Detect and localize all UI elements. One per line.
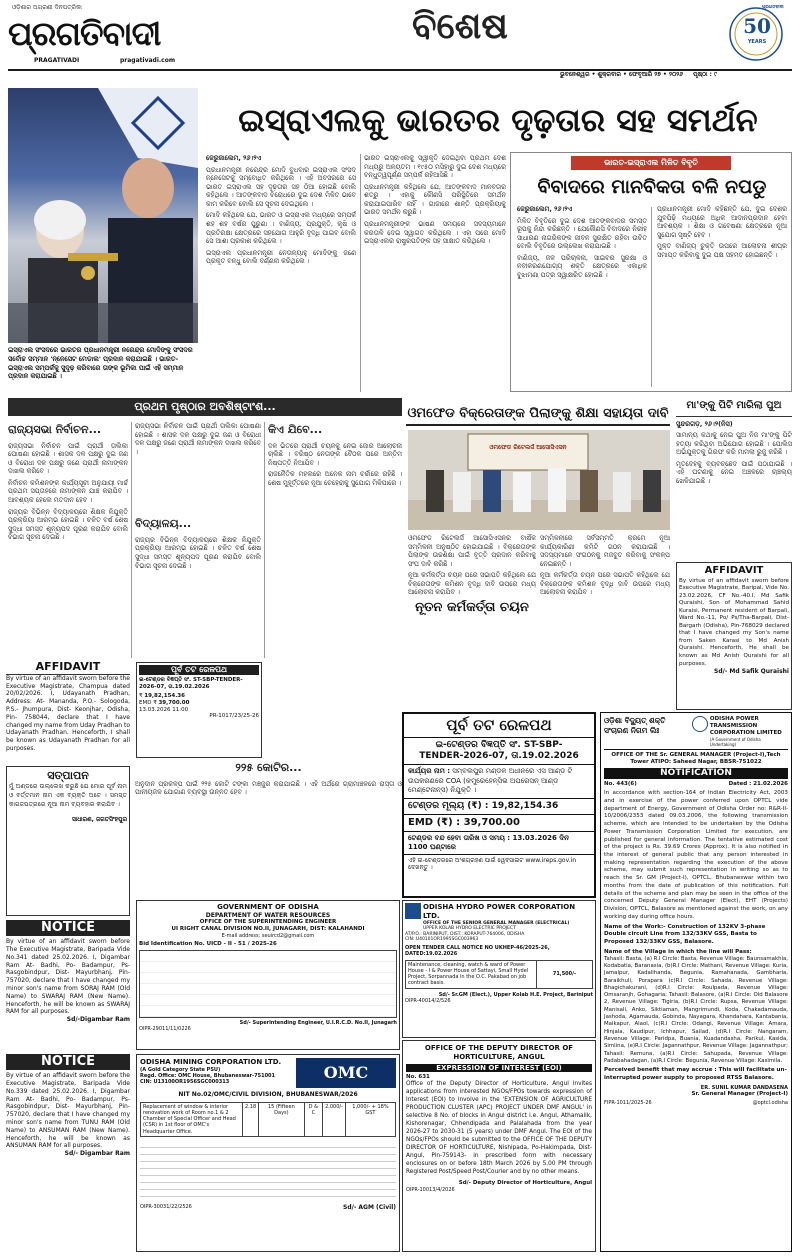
cont-col-divider-2 <box>264 422 265 658</box>
optcl-social[interactable]: @optcl.odisha <box>752 1100 788 1107</box>
ohpc-table <box>405 960 593 989</box>
front-cont-banner: ପ୍ରଥମ ପୃଷ୍ଠାର ଅବଶିଷ୍ଟାଂଶ... <box>8 398 402 416</box>
ohpc-sub-3: AT/P.O.: BARINIPUT, DIST.: KORAPUT-764006, ODISHA <box>405 931 525 937</box>
ecor-big-work: ସମ୍ବଲପୁର ମଣ୍ଡଳ ଅଧୀନରେ ଏସ ଆଣ୍ଡ ଟି ଉପକରଣରେ COA (କମ୍ପ୍ରେହେନ୍ସିଭ ଅପରେସନ୍ ଆଣ୍ଡ ମେଣ୍ଟେନାନ୍ସ) ନିଯୁକ୍ତି । <box>408 767 573 795</box>
story-rajyasabha-para-2: ନିର୍ବାଚନ କମିଶନଙ୍କ କାର୍ଯ୍ୟସୂଚୀ ଅନୁଯାୟୀ ମାର୍ଚ୍ଚ ପ୍ରଥମ ସପ୍ତାହରେ ନାମାଙ୍କନ ଯାଞ୍ଚ କରାଯିବ । ଆବଶ୍ୟକ ହେଲେ ମତଦାନ ହେବ । <box>8 478 128 504</box>
ohpc-ad <box>402 900 596 1038</box>
col-divider <box>360 154 361 392</box>
ohpc-logo-icon <box>405 903 421 919</box>
ecor-small-tender: ଇ-ଟେଣ୍ଡର ବିଜ୍ଞପ୍ତି ସଂ. ST-SBP-TENDER-2026-07, ତା.19.02.2026 <box>139 677 243 690</box>
optcl-villages-head: Name of the Village in which the line will Pass: <box>604 948 752 955</box>
omfed-para-2: ନୂଆ କର୍ମକର୍ତ୍ତା ଚୟନ ପରେ ସଭାପତି କହିଥିଲେ ଯେ ବିକ୍ରେତାଙ୍କ କମିଶନ ବୃଦ୍ଧି ଦାବି ଉପରେ ମଧ୍ୟ ଆଲୋଚନା କରାଯିବ । <box>408 571 536 597</box>
notice-1-title: NOTICE <box>6 920 130 936</box>
story-school-para-1: ରାଜ୍ୟସଭା ନିର୍ବାଚନ ପାଇଁ ପ୍ରାର୍ଥୀ ତାଲିକା ଘୋଷଣା ହୋଇଛି । ଶାସକ ଦଳ ପକ୍ଷରୁ ଦୁଇ ଜଣ ଓ ବିରୋଧୀ ଦଳ ପକ୍ଷରୁ ଜଣେ ପ୍ରାର୍ଥୀ ନାମାଙ୍କନ ଦାଖଲ କରିବେ । <box>135 422 261 456</box>
omc-ref: OIPR-30031/22/2526 <box>140 1203 192 1210</box>
ohpc-title: ODISHA HYDRO POWER CORPORATION LTD. <box>423 903 576 920</box>
dowr-title-1: GOVERNMENT OF ODISHA <box>217 903 319 911</box>
story-school <box>135 422 261 658</box>
notice-2-sig: Sd/- Digambar Ram <box>64 1150 130 1158</box>
lead-para-2: ମୋଦି କହିଥିଲେ ଯେ, ଭାରତ ଓ ଇସ୍ରାଏଲ ମଧ୍ୟରେ ସମ୍ପର୍କ ଶହ ଶହ ବର୍ଷର ପୁରୁଣା । ବାଣିଜ୍ୟ, ପ୍ରଯୁକ୍ତି, କୃଷି ଓ ପ୍ରତିରକ୍ଷା କ୍ଷେତ୍ରରେ ସହଯୋଗ ଆହୁରି ବୃଦ୍ଧି ପାଇବ ବୋଲି ସେ ଆଶା ପ୍ରକାଶ କରିଥିଲେ । <box>206 211 356 246</box>
cont-col-divider-1 <box>131 422 132 658</box>
website[interactable]: pragativadi.com <box>120 57 176 64</box>
omc-logo <box>296 1058 396 1088</box>
omc-cin: CIN: U13100OR1956SGC000313 <box>140 1079 230 1086</box>
side-story-para-1: ମିଳିତ ବିବୃତିରେ ଦୁଇ ଦେଶ ଆତଙ୍କବାଦର ସମସ୍ତ ରୂପକୁ ନିନ୍ଦା କରିଛନ୍ତି । ଯେକୌଣସି ବିବାଦରେ ନିରୀହ ସାଧାରଣ ନାଗରିକଙ୍କ ଜୀବନ ସୁରକ୍ଷିତ ରହିବା ଉଚିତ ବୋଲି ବିବୃତିରେ ଉଲ୍ଲେଖ କରାଯାଇଛି । <box>517 216 647 251</box>
dowr-title-4: UI RIGHT CANAL DIVISION NO.II, JUNAGARH, DIST: KALAHANDI <box>171 926 365 933</box>
sradhanjali-text: ମୁଁ ଅଣ୍ଡରେ ଉଲ୍ଲେଖ କରୁଛି ଯେ ମୋର ପୂର୍ବ ନାମ ଓ ବର୍ତ୍ତମାନ ନାମ ଏକ ବ୍ୟକ୍ତି ଅଟେ । ସମସ୍ତ କାଗଜପତ୍ରରେ ନୂଆ ନାମ ବ୍ୟବହାର କରାଯିବ । <box>9 782 127 808</box>
story-kie-jibe <box>268 422 402 658</box>
optcl-no: No. 443(6) <box>604 781 637 788</box>
horticulture-no: No. 631 <box>406 1074 430 1081</box>
dowr-table <box>139 950 397 1018</box>
lead-photo-caption: ଇସ୍ରାଏଲ ସଂସଦରେ ଭାରତର ପ୍ରଧାନମନ୍ତ୍ରୀ ନରେନ୍ଦ୍ର ମୋଦିଙ୍କୁ ସଂସଦର ସର୍ବୋଚ୍ଚ ସମ୍ମାନ 'ନ୍ନେସେଟ ମେଡାଲ' ପ୍ରଦାନ କରାଯାଇଛି । ଭାରତ-ଇସ୍ରାଏଲ ସମ୍ପର୍କକୁ ସୁଦୃଢ଼ କରିବାରେ ତାଙ୍କ ଭୂମିକା ପାଇଁ ଏହି ସମ୍ମାନ ପ୍ରଦାନ କରାଯାଇଛି । <box>8 346 193 381</box>
lead-photo <box>8 88 198 343</box>
paper-tagline: ଓଡ଼ିଶାର ଅଗ୍ରଣୀ ଦିନପତ୍ରିକା <box>12 4 82 11</box>
story-rajyasabha-head: ରାଜ୍ୟସଭା ନିର୍ବାଚନ... <box>8 423 102 436</box>
optcl-villages: Tahasil: Basta, (a) R.I Circle: Basta, Revenue Village: Baunsamakhia, Kodabatia, Baranasia, (b)R.I Circle: Mathani, Revenue Village: Kuria, Jamalpur, Kadalihanda, Begunia, Ramahanada, Gambharia, Baraikhuli, Porapara (c)R.I Circle: Sahada, Revenue Village: Bhagichakurani, (d)R.I Circle: Roulpada, Revenue Village: Omsaranjh, Gohagaria; Tahasil: Balasore, (a)R.I Circle: Old Balasore 2, Revenue Village: Tigiria, (b)R.I Circle: Rupsa, Revenue Village: Manisali, Anko, Siktiaman, Mangrimundi, Koda, Chakadamauda, Jashoda, Agamauda, Gobinda, Nayagara, Khandahara, Kantabania, Malkapur, Alaol, (c)R.I Circle: Odangi, Revenue Village: Amara, Hinjala, Kaudipur, Ichhapur, Sailad, (d)R.I Circle: Nangaram, Revenue Village: Paridpa, Buania, Kuadandasha, Parikul, Kasida, Simlina, (e)R.I Circle: Jagannathpur, Revenue Village: Jagannathpur; Tahasil: Remuna, (a)R.I Circle: Sahupada, Revenue Village: Padabahadagan, (a)R.I Circle: Begunia, Revenue Village: Kasimila. <box>604 955 788 1064</box>
sradhanjali-sig: ସାଧାରଣ, ଜଗତସିଂହପୁର <box>71 815 127 823</box>
jubilee-years: 50 <box>743 14 771 38</box>
maa-para-2: ମୃତଦେହକୁ ବ୍ୟବଚ୍ଛେଦ ପାଇଁ ପଠାଯାଇଛି । ଏହି ଘଟଣାକୁ ନେଇ ଅଞ୍ଚଳରେ ଚାଞ୍ଚଲ୍ୟ ଖେଳିଯାଇଛି । <box>676 459 792 485</box>
omc-logo-text: OMC <box>323 1063 369 1082</box>
ecor-big-title: ପୂର୍ବ ତଟ ରେଳପଥ <box>404 714 594 738</box>
jubilee-word: YEARS <box>747 39 767 45</box>
masthead <box>0 0 800 80</box>
notice-1-sig: Sd/-Digambar Ram <box>66 1016 130 1024</box>
dowr-notice-no: Bid Identification No. UICD - II - 51 / 2025-26 <box>139 941 277 948</box>
omfed-body <box>408 534 536 656</box>
optcl-title-en: ODISHA POWER TRANSMISSION CORPORATION LIMITED <box>709 716 782 737</box>
side-story-col-2 <box>657 205 787 389</box>
lead-body <box>206 154 356 394</box>
optcl-sub-en: (A Government of Odisha Undertaking) <box>709 737 761 748</box>
omc-work: Replacement of window & interior renovation work of Room no.1 & 2 Chamber of Special Officer and Head (CSR) in 1st floor of OMC's Headquarter Office. <box>141 1102 243 1136</box>
ecor-small-ad: ପୂର୍ବ ତଟ ରେଳପଥ ଇ-ଟେଣ୍ଡର ବିଜ୍ଞପ୍ତି ସଂ. ST-SBP-TENDER-2026-07, ତା.19.02.2026 ₹ 19,82,154.36 EMD ₹ 39,700.00 13.03.2026 11:00 PR-1017/23/25-26 <box>136 662 262 758</box>
dowr-ad <box>136 900 400 1050</box>
horticulture-title: OFFICE OF THE DEPUTY DIRECTOR OF HORTICULTURE, ANGUL <box>424 1044 574 1061</box>
maa-headline: ମା'ଙ୍କୁ ପିଟି ମାରିଲା ପୁଅ <box>676 400 792 417</box>
ohpc-cin: CIN: U40101OR1995SGC003963 <box>405 937 479 943</box>
story-rajyasabha <box>8 422 128 657</box>
optcl-ad <box>600 712 792 1252</box>
story-rajyasabha-para-1: ରାଜ୍ୟସଭା ନିର୍ବାଚନ ପାଇଁ ପ୍ରାର୍ଥୀ ତାଲିକା ଘୋଷଣା ହୋଇଛି । ଶାସକ ଦଳ ପକ୍ଷରୁ ଦୁଇ ଜଣ ଓ ବିରୋଧୀ ଦଳ ପକ୍ଷରୁ ଜଣେ ପ୍ରାର୍ଥୀ ନାମାଙ୍କନ ଦାଖଲ କରିବେ । <box>8 441 128 476</box>
affidavit-right-title: AFFIDAVIT <box>704 565 764 576</box>
side-story-para-4: ମୁକ୍ତ ବାଣିଜ୍ୟ ଚୁକ୍ତି ଉପରେ ଆଲୋଚନା ଶୀଘ୍ର ସମାପ୍ତ କରିବାକୁ ଦୁଇ ପକ୍ଷ ସହମତ ହୋଇଛନ୍ତି । <box>657 242 787 259</box>
story-school-head: ବିଦ୍ୟାଳୟ... <box>135 517 192 531</box>
omc-addr: Regd. Office: OMC House, Bhubaneswar-751001 <box>140 1073 276 1079</box>
side-col-divider <box>651 207 652 387</box>
omc-emd: 2,000/- <box>323 1102 346 1136</box>
dowr-title-3: OFFICE OF THE SUPERINTENDING ENGINEER <box>199 919 337 926</box>
lead-photo-illustration <box>8 88 198 343</box>
paper-latin: PRAGATIVADI <box>34 57 80 64</box>
side-story-para-2: ବାଣିଜ୍ୟ, ଜଳ ପରିଚାଳନା, ସାଇବର ସୁରକ୍ଷା ଓ ନବୀକରଣଯୋଗ୍ୟ ଶକ୍ତି କ୍ଷେତ୍ରରେ ଏକାଧିକ ବୁଝାମଣା ପତ୍ର ସ୍ୱାକ୍ଷରିତ ହୋଇଛି । <box>517 253 647 280</box>
affidavit-right-sig: Sd/- Md Safik Quraishi <box>714 668 789 676</box>
ecor-big-closing-label: ଟେଣ୍ଡର ବନ୍ଦ ହେବା ତାରିଖ ଓ ସମୟ : <box>408 834 511 843</box>
ecor-big-footer: ଏହି ଇ-ଟେଣ୍ଡରରେ ଅଂଶଗ୍ରହଣ ପାଇଁ ୱେବସାଇଟ www.ireps.gov.in ଦେଖନ୍ତୁ । <box>408 856 577 872</box>
story-school-para-2: ରାଜ୍ୟର ବିଭିନ୍ନ ବିଦ୍ୟାଳୟରେ ଶିକ୍ଷକ ନିଯୁକ୍ତି ପ୍ରକ୍ରିୟା ଆରମ୍ଭ ହୋଇଛି । ଚଳିତ ବର୍ଷ ଶେଷ ସୁଦ୍ଧା ସମସ୍ତ ଶୂନ୍ୟପଦ ପୂରଣ କରାଯିବ ବୋଲି ବିଭାଗ ସୂଚନା ଦେଇଛି । <box>135 535 261 570</box>
ohpc-notice: OPEN TENDER CALL NOTICE NO UKHEP-46/2025-26, DATED:19.02.2026 <box>405 945 550 958</box>
optcl-body: In accordance with section-164 of Indian Electricity Act, 2003 and in exercise of the power conferred upon OPTCL vide department of Energy, Government of Odisha Order no: R&R-II-10/2006/2353 dated 09.03.2006, the following transmission scheme, which are intended to be undertaken by the Odisha Power Transmission Corporation Limited for execution, are published for general information. The tentative estimated cost of the project is Rs. 39.69 Crores (Approx). It is also notified in the interest of general public that any person interested in making representation regarding the execution of the above scheme, may submit such representation in writing so as to reach the Sr. GM (Project-I), OPTCL, Bhubaneswar within two months from the date of publication of this notification. Full details of the scheme and plan may be seen in the office of the concerned Deputy General Manager (Elect), EHT (Projects) Division, OPTCL, Balasore as mentioned against the work, on any working day during office hours. <box>604 790 788 920</box>
sradhanjali-ad <box>6 766 130 916</box>
ecor-small-ref: PR-1017/23/25-26 <box>209 713 259 720</box>
optcl-office: OFFICE OF THE Sr. GENERAL MANAGER (Project-I),Tech Tower ATIPO: Saheed Nagar, BBSR-751022 <box>611 752 781 766</box>
jubilee-org: ପ୍ରଗତିବାଦୀ <box>762 5 784 10</box>
omc-lines <box>140 1141 396 1201</box>
omc-table <box>140 1102 396 1137</box>
ecor-big-emd: 39,700.00 <box>463 816 520 828</box>
ecor-big-tender-1: ଇ-ଟେଣ୍ଡର ବିଜ୍ଞପ୍ତି ସଂ. ST-SBP- <box>435 739 563 750</box>
notice-1-text: By virtue of an affidavit sworn before The Executive Magistrate, Baripada Vide No.341 dated 25.02.2026. I, Digambar Ram At- Badhi, Po- Badampur, Ps- Rasgobindpur, Dist- Mayurbhanj, Pin- 757020, declare that I have changed my minor son's name from SORAJ RAM (Old Name) to SWARAJ RAM (New Name). Henceforth, he will be known as SWARAJ RAM for all purposes. <box>6 938 130 1016</box>
optcl-title-od: ଓଡ଼ିଶା ବିଦ୍ୟୁତ୍ ଶକ୍ତି ସଂଚାରଣ ନିଗମ ଲିଃ <box>604 716 666 735</box>
lead-para-6: ପ୍ରଧାନମନ୍ତ୍ରୀଙ୍କ ଭାଷଣ ସମୟରେ ସଦସ୍ୟମାନେ କରତାଳି ଦେଇ ସ୍ୱାଗତ କରିଥିଲେ । ଏହା ପରେ ମୋଦି ଇସ୍ରାଏଲର ରାଷ୍ଟ୍ରପତିଙ୍କ ସହ ସାକ୍ଷାତ କରିଥିଲେ । <box>364 220 506 246</box>
ecor-big-emd-label: EMD (₹) : <box>408 816 461 828</box>
notice-2-title: NOTICE <box>6 1054 130 1070</box>
omfed-banner-text: ଓମଫେଡ ରିଟେଲର୍ସ ଆସୋସିଏସନ <box>489 444 567 451</box>
ecor-big-work-label: କାର୍ଯ୍ୟର ନାମ : <box>408 767 451 776</box>
optcl-logo-icon <box>692 716 708 732</box>
sradhanjali-title: ସତ୍ପାପନ <box>47 769 89 782</box>
dateline-bar <box>560 71 792 80</box>
dowr-title-2: DEPARTMENT OF WATER RESOURCES <box>205 911 331 919</box>
omfed-photo <box>408 430 670 530</box>
horticulture-banner: EXPRESSION OF INTEREST (EOI) <box>406 1064 592 1073</box>
omfed-para-1: ଓମଫେଡ ରିଟେଲର୍ସ ଆସୋସିଏସନର ବାର୍ଷିକ ସମ୍ମିଳନୀ ଅନୁଷ୍ଠିତ ହୋଇଯାଇଛି । ବିକ୍ରେତାଙ୍କ ପିଲାଙ୍କ ଉଚ୍ଚଶିକ୍ଷା ପାଇଁ ବୃତ୍ତି ପ୍ରଦାନ କରିବାକୁ ସଂଘ ଦାବି କରିଛି । <box>408 534 536 568</box>
omc-sub: (A Gold Category State PSU) <box>140 1066 221 1073</box>
lead-para-1: ପ୍ରଧାନମନ୍ତ୍ରୀ ନରେନ୍ଦ୍ର ମୋଦି ବୁଧବାର ଇସ୍ରାଏଲ ସଂସଦ ନ୍ନେସେଟକୁ ସମ୍ବୋଧିତ କରିଥିଲେ । ଏହି ଅବସରରେ ସେ ଭାରତ ଇସ୍ରାଏଲ ସହ ଦୃଢ଼ତାର ସହ ଠିଆ ହୋଇଛି ବୋଲି କହିଥିଲେ । ଆତଙ୍କବାଦ ବିରୋଧରେ ଦୁଇ ଦେଶ ମିଳିତ ଭାବେ କାମ କରିବେ ବୋଲି ସେ ସୂଚନା ଦେଇଥିଲେ । <box>206 165 356 208</box>
lead-headline: ଇସ୍ରାଏଲକୁ ଭାରତର ଦୃଢ଼ତାର ସହ ସମର୍ଥନ <box>238 101 758 139</box>
omc-cost: 2.18 <box>243 1102 259 1136</box>
ohpc-sub-2: UPPER KOLAB HYDRO ELECTRIC PROJECT <box>423 926 516 932</box>
story-rajyasabha-para-3: ରାଜ୍ୟର ବିଭିନ୍ନ ବିଦ୍ୟାଳୟରେ ଶିକ୍ଷକ ନିଯୁକ୍ତି ପ୍ରକ୍ରିୟା ଆରମ୍ଭ ହୋଇଛି । ଚଳିତ ବର୍ଷ ଶେଷ ସୁଦ୍ଧା ସମସ୍ତ ଶୂନ୍ୟପଦ ପୂରଣ କରାଯିବ ବୋଲି ବିଭାଗ ସୂଚନା ଦେଇଛି । <box>8 507 128 542</box>
ecor-big-tender-2: TENDER-2026-07, ତା.19.02.2026 <box>404 751 594 765</box>
story-kie-jibe-head: କିଏ ଯିବେ... <box>268 423 323 436</box>
optcl-ref: FIPR-1011/2025-26 <box>604 1100 652 1107</box>
section-title: ବିଶେଷ <box>412 6 508 47</box>
omc-ad <box>136 1054 400 1252</box>
paper-name: ପ୍ରଗତିବାଦୀ <box>8 14 161 53</box>
omfed-para-3: ସମ୍ମିଳନୀରେ ସର୍ବସମ୍ମତି କ୍ରମେ ନୂଆ କାର୍ଯ୍ୟକାରିଣୀ କମିଟି ଗଠନ କରାଯାଇଛି । ସଦସ୍ୟମାନେ ସଂଗଠନକୁ ମଜବୁତ କରିବାକୁ ସଂକଳ୍ପ ନେଇଛନ୍ତି । <box>540 534 670 568</box>
omfed-headline: ଓମଫେଡ ବିକ୍ରେତାଙ୍କ ପିଲାଙ୍କୁ ଶିକ୍ଷା ସହାୟତା ଦାବି <box>406 402 670 426</box>
ecor-big-ad <box>402 712 596 898</box>
page-label: ପୃଷ୍ଠା : ୯ <box>693 71 717 78</box>
dowr-ref: OIPR-29011/11/0226 <box>139 1026 191 1033</box>
affidavit-left-title: AFFIDAVIT <box>6 660 130 675</box>
optcl-dated: Dated : 21.02.2026 <box>728 781 788 788</box>
omfed-para-4: ନୂଆ କର୍ମକର୍ତ୍ତା ଚୟନ ପରେ ସଭାପତି କହିଥିଲେ ଯେ ବିକ୍ରେତାଙ୍କ କମିଶନ ବୃଦ୍ଧି ଦାବି ଉପରେ ମଧ୍ୟ ଆଲୋଚନା କରାଯିବ । <box>540 571 670 597</box>
optcl-banner: NOTIFICATION <box>604 768 788 779</box>
affidavit-left <box>6 660 130 764</box>
notice-2 <box>6 1054 130 1250</box>
maa-dateline: ସୁନ୍ଦରଗଡ଼, ୨୬।୨(ନିସ) <box>676 419 733 428</box>
lead-para-4: ଭାରତ ଇସ୍ରାଏଲକୁ ସ୍ୱୀକୃତି ଦେଇଥିବା ପ୍ରଥମ ଦେଶ ମଧ୍ୟରୁ ଅନ୍ୟତମ । ୧୯୫୦ ମସିହାରୁ ଦୁଇ ଦେଶ ମଧ୍ୟରେ ବନ୍ଧୁତ୍ୱପୂର୍ଣ୍ଣ ସମ୍ପର୍କ ରହିଆସିଛି । <box>364 154 506 180</box>
jubilee-badge <box>718 4 796 64</box>
paper-logo <box>8 12 230 56</box>
dowr-sig: Sd/- Superintending Engineer, U.I.R.C.D. No.II, Junagarh <box>239 1020 397 1027</box>
ecor-small-emd: 39,700.00 <box>158 699 190 706</box>
story-225-crore-head: ୨୨୫ କୋଟିର... <box>235 761 302 774</box>
affidavit-right <box>676 562 792 710</box>
optcl-benefit: Perceived benefit that may accrue : This will facilitate un-interrupted power supply to proposed RTSS Balasore. <box>604 1067 787 1081</box>
ecor-big-cost-label: ଟେଣ୍ଡର ମୂଲ୍ୟ (₹) : <box>408 800 489 811</box>
notice-2-text: By virtue of an affidavit sworn before the Executive Magistrate, Baripada Vide No.339 dated 25.02.2026. I, Digambar Ram At- Badhi, Po- Badampur, Ps- Rasgobindpur, Dist- Mayurbhanj, Pin- 757020, declare that I have changed my minor son's name from TUNU RAM (Old Name) to ANSUMAN RAM (New Name). Henceforth, he will be known as ANSUMAN RAM for all purposes. <box>6 1072 130 1150</box>
maa-story <box>676 400 792 560</box>
omc-title: ODISHA MINING CORPORATION LTD. <box>140 1058 282 1066</box>
side-story-headline: ବିବାଦରେ ମାନବିକତା ବଳି ନପଡୁ <box>537 176 767 198</box>
dateline: ଭୁବନେଶ୍ୱର • ଶୁକ୍ରବାର • ଫେବୃଆରି ୨୭ • ୨୦୨୬ <box>560 71 684 78</box>
dowr-email: E-mail address: seuircd2@gmail.com <box>221 933 315 939</box>
maa-para-1: ସାମାନ୍ୟ କଥାକୁ ନେଇ ପୁଅ ନିଜ ମା'ଙ୍କୁ ପିଟି ହତ୍ୟା କରିଥିବା ଅଭିଯୋଗ ହୋଇଛି । ପୋଲିସ ଅଭିଯୁକ୍ତକୁ ଗିରଫ କରି ମାମଲା ରୁଜୁ କରିଛି । <box>676 431 792 457</box>
side-story-dateline: ଜେରୁଜାଲେମ, ୨୬।୨ଏ <box>517 205 573 213</box>
side-story-col-1 <box>517 205 647 389</box>
affidavit-right-text: By virtue of an affidavit sworn before Executive Magistrate, Baripal, Vide No. 23.02.2026, CF No.-40.I, Md Safik Quraishi, Son of Mohammad Sahid Kuraisi, Permanent resident of Barpali, Ward No.-11, Po/ Ps/Tha-Barpali, Dist-Bargarh (Odisha), Pin-768029 declared that I have changed my Son's name from Saken Karasi to Md Anish Quraishi. Henceforth, He shall be known as Md Anish Quraishi for all purposes. <box>679 577 789 667</box>
horticulture-sig: Sd/- Deputy Director of Horticulture, Angul <box>458 1179 592 1186</box>
lead-para-5: ପ୍ରଧାନମନ୍ତ୍ରୀ କହିଥିଲେ ଯେ, ଆତଙ୍କବାଦ ମାନବତାର ଶତ୍ରୁ । ଏହାକୁ କୌଣସି ପରିସ୍ଥିତିରେ ସମର୍ଥନ କରାଯାଇପାରିବ ନାହିଁ । ଗାଜାରେ ଶାନ୍ତି ପ୍ରକ୍ରିୟାକୁ ଭାରତ ସମର୍ଥନ କରୁଛି । <box>364 182 506 217</box>
story-kie-jibe-para-1: ଦଳ ଭିତରେ ପ୍ରାର୍ଥୀ ଚୟନକୁ ନେଇ ଜୋର ଆଲୋଚନା ଚାଲିଛି । ବରିଷ୍ଠ ନେତାଙ୍କ ବୈଠକ ପରେ ଅନ୍ତିମ ନିଷ୍ପତ୍ତି ନିଆଯିବ । <box>268 441 402 467</box>
horticulture-ref: OIPR-10013/4/2026 <box>406 1186 455 1193</box>
horticulture-ad <box>402 1040 596 1252</box>
omc-class: D & C <box>304 1102 322 1136</box>
omc-sig: Sd/- AGM (Civil) <box>343 1203 396 1211</box>
ecor-big-closing: 13.03.2026 ଦିନ 1100 ଘଣ୍ଟାରେ <box>408 834 569 852</box>
side-story-kicker: ଭାରତ-ଇସ୍ରାଏଲ ମିଳିତ ବିବୃତି <box>571 156 731 170</box>
ecor-small-cost: 19,82,154.36 <box>144 692 185 699</box>
ohpc-cost: 71,500/- <box>536 960 592 988</box>
omc-time: 15 (Fifteen Days) <box>259 1102 305 1136</box>
affidavit-left-text: By virtue of an affidavit sworn before the Executive Magistrate, Champua dated 20/02/2026. I, Udayanath Pradhan, Address: At- Mananda, P.O.- Sologoda, P.S.- Jhumpura, Dist- Keonjhar, Odisha, Pin- 758044, declare that I have changed my name from Uday Pradhan to Udayanath Pradhan. Henceforth, I shall be known as Udayanath Pradhan for all purposes. <box>6 674 130 752</box>
ohpc-sig: Sd/- Sr.GM (Elect.), Upper Kolab H.E. Project, Bariniput <box>438 991 593 998</box>
ohpc-ref: OIPR-40014/2/526 <box>405 997 451 1004</box>
ecor-big-cost: 19,82,154.36 <box>491 800 559 811</box>
optcl-work: Name of the Work:- Construction of 132KV 3-phase Double circuit Line from 132/33KV GSS, Basta to Proposed 132/33KV GSS, Balasore. <box>604 923 766 945</box>
story-225-crore-para-1: ଅନୁଦାନ ପ୍ରକଳ୍ପ ପାଇଁ ୨୨୫ କୋଟି ଟଙ୍କା ମଞ୍ଜୁର କରାଯାଇଛି । ଏହି ଅର୍ଥରେ ଗ୍ରାମାଞ୍ଚଳରେ ରାସ୍ତା ଓ ପାନୀୟଜଳ ଯୋଗାଣ ବ୍ୟବସ୍ଥା ଉନ୍ନତ ହେବ । <box>135 779 402 797</box>
lead-para-3: ଇସ୍ରାଏଲ ପ୍ରଧାନମନ୍ତ୍ରୀ ନେତାନ୍ୟାହୁ ମୋଦିଙ୍କୁ ଜଣେ ପ୍ରକୃତ ବନ୍ଧୁ ବୋଲି ବର୍ଣ୍ଣନା କରିଥିଲେ । <box>206 248 356 266</box>
horticulture-body: Office of the Deputy Director of Horticulture, Angul invites applications from interested NGOs/FPOs towards expression of Interest (EOI) to involve in the 'EXTENSION OF AGRICULTURE PRODUCTION CLUSTER (APC) PROJECT UNDER DMF ANGUL' in selective 8 No. of blocks in Angul district i.e. Angul, Athamalik, Kishorenagar, Chhendipada and Palalahada from the year 2026-27 to 2030-31 (5 years) under DMF Angul. The EOI of the NGOs/FPOs should be submitted to the OFFICE OF THE DEPUTY DIRECTOR OF HORTICULTURE, Nishipada, Po-Hakimpada, Dist-Angul, Pin-759143- in prescribed form with necessary enclosures on or before 18th March 2026 by 5.00 PM through Registered Post/Speed Post/Courier and by no other means. <box>406 1081 592 1175</box>
side-story-para-3: ପ୍ରଧାନମନ୍ତ୍ରୀ ମୋଦି କହିଛନ୍ତି ଯେ, ଦୁଇ ଦେଶର ଯୁବପିଢ଼ି ମଧ୍ୟରେ ଅଧିକ ଆଦାନପ୍ରଦାନ ହେବା ଆବଶ୍ୟକ । ଶିକ୍ଷା ଓ ଗବେଷଣା କ୍ଷେତ୍ରରେ ନୂଆ ସୁଯୋଗ ସୃଷ୍ଟି ହେବ । <box>657 205 787 239</box>
notice-1 <box>6 920 130 1052</box>
optcl-sig-title: Sr. General Manager (Project-I) <box>691 1091 788 1098</box>
optcl-sig-name: ER. SUNIL KUMAR DANDASENA <box>700 1085 788 1092</box>
ecor-small-title: ପୂର୍ବ ତଟ ରେଳପଥ <box>139 665 259 675</box>
side-story-box <box>510 152 792 392</box>
lead-body-2 <box>364 154 506 394</box>
ohpc-sub-1: OFFICE OF THE SENIOR GENERAL MANAGER (ELECTRICAL) <box>423 920 570 926</box>
ecor-small-closing: 13.03.2026 11:00 <box>139 706 189 713</box>
omfed-body-2 <box>540 534 670 656</box>
ohpc-work: Maintenance, cleaning, watch & ward of Power House - I & Power House of Sattayi, Small Hydel Project, Sorpannada in the O.C. Pakabad on job contract basis. <box>406 960 537 988</box>
story-225-crore <box>135 760 402 880</box>
omc-fee: 1,000/- + 18% GST <box>345 1102 395 1136</box>
story-kie-jibe-para-2: ରାଜନୈତିକ ମହଲରେ ଅନେକ ନାମ ଚର୍ଚ୍ଚାରେ ରହିଛି । ଶେଷ ମୁହୂର୍ତ୍ତରେ ନୂଆ ଚେହେରାକୁ ସୁଯୋଗ ମିଳିପାରେ । <box>268 470 402 487</box>
omc-notice: NIT No.02/OMC/CIVIL DIVISION, BHUBANESWAR/2026 <box>178 1091 358 1098</box>
lead-dateline: ଜେରୁଜାଲେମ, ୨୬।୨ଏ <box>206 154 262 162</box>
omfed-subhead: ନୂତନ କର୍ମକର୍ତ୍ତା ଚୟନ <box>408 600 536 616</box>
